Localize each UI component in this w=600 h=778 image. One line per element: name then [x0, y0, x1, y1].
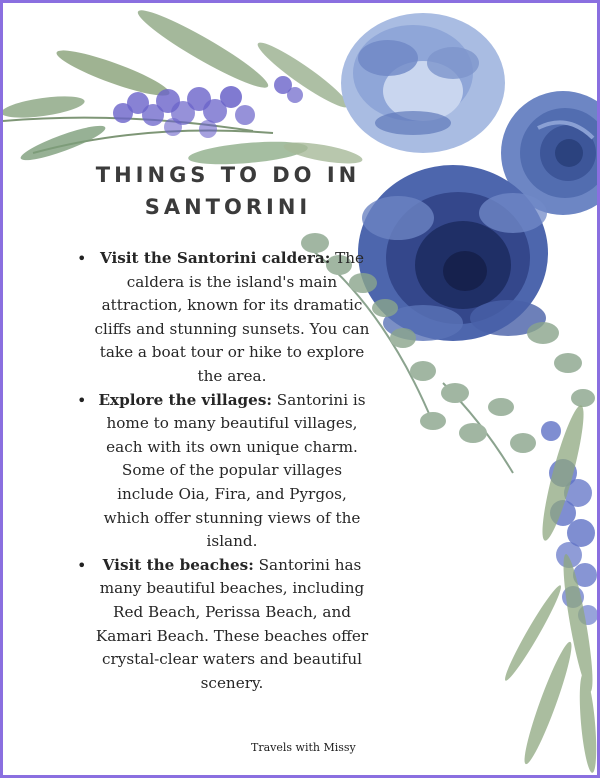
bullet-icon: • [77, 249, 87, 268]
item-heading: Visit the beaches: [102, 555, 254, 574]
item-heading: Explore the villages: [98, 390, 272, 409]
list-item [77, 554, 371, 696]
grass-leaves [500, 403, 599, 774]
list-item [77, 247, 371, 389]
activities-list [77, 247, 371, 695]
item-text: The caldera is the island's main attraction, known for its dramatic cliffs and stunning sunsets. You can take a boat tour or hike to explore the area. [94, 249, 370, 385]
item-heading: Visit the Santorini caldera: [99, 249, 331, 267]
item-text: Santorini has many beautiful beaches, including Red Beach, Perissa Beach, and Kamari Beach. These beaches offer crystal-clear waters and beautiful scenery. [95, 555, 369, 692]
bullet-icon: • [77, 555, 87, 575]
list-item [77, 389, 371, 554]
leaf-sprig-left [3, 3, 364, 168]
peony-top [341, 13, 505, 153]
page-title: THINGS TO DO IN SANTORINI [95, 163, 361, 219]
footer-signature: Travels with Missy [251, 741, 356, 754]
item-text: Santorini is home to many beautiful villages, each with its own unique charm. Some of the popular villages include Oia, Fira, and Pyrgos, which offer stunning views of the island. [103, 390, 366, 551]
bullet-icon: • [77, 390, 87, 410]
